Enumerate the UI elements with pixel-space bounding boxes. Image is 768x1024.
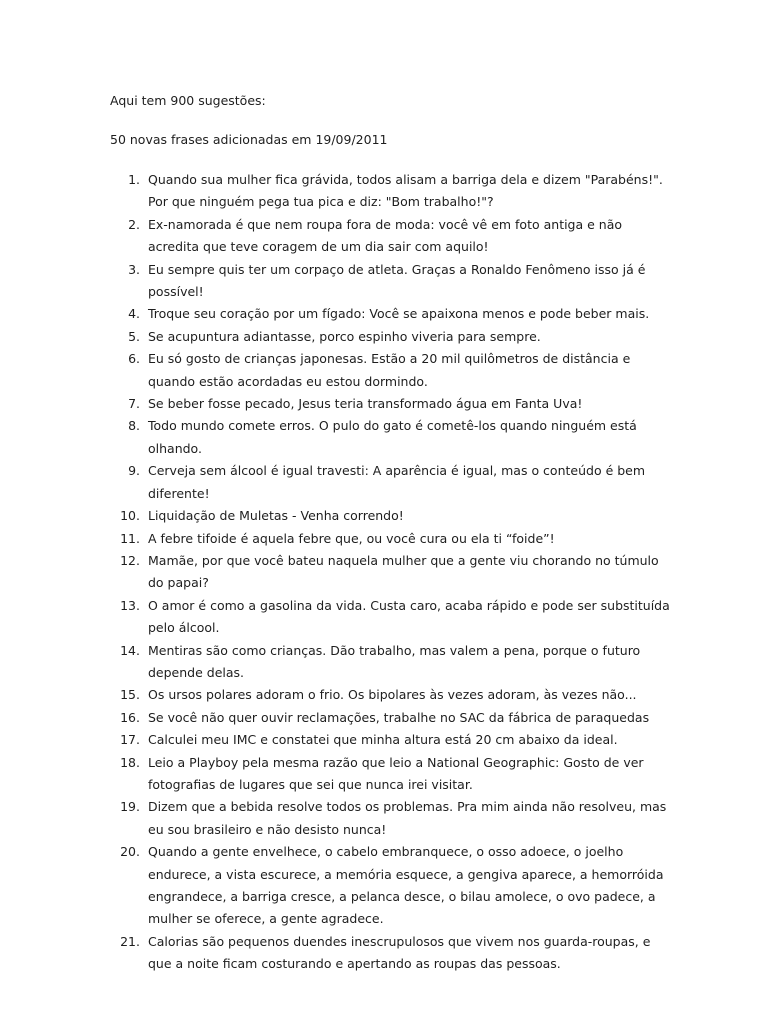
list-item-number: 1. (128, 172, 140, 187)
list-item (110, 415, 670, 460)
list-item-number: 3. (128, 261, 140, 277)
list-item-number: 21. (120, 933, 140, 949)
list-item-text: Ex-namorada é que nem roupa fora de moda: você vê em foto antiga e não acredita que teve coragem de um dia sair com aquilo! (148, 216, 623, 255)
list-item-text: Todo mundo comete erros. O pulo do gato é cometê-los quando ninguém está olhando. (148, 418, 637, 456)
list-item (110, 707, 670, 729)
list-item-text: Quando sua mulher fica grávida, todos alisam a barriga dela e dizem "Parabéns!". Por que ninguém pega tua pica e diz: "Bom trabalho!"? (148, 172, 663, 210)
list-item-number: 4. (128, 306, 140, 322)
subtitle-text: 50 novas frases adicionadas em 19/09/2011 (110, 132, 388, 147)
list-item-number: 14. (120, 642, 140, 658)
list-item-number: 20. (120, 844, 140, 860)
list-item-number: 13. (120, 597, 140, 613)
list-item (110, 326, 670, 348)
list-item (110, 348, 670, 393)
list-item-number: 2. (128, 216, 140, 232)
list-item (110, 595, 670, 640)
intro-text: Aqui tem 900 sugestões: (110, 93, 266, 108)
list-item (110, 214, 670, 259)
list-item-text: Mamãe, por que você bateu naquela mulher que a gente viu chorando no túmulo do papai? (148, 552, 659, 591)
list-item-number: 12. (120, 552, 140, 568)
list-item (110, 550, 670, 595)
list-item-number: 17. (120, 732, 140, 748)
list-item (110, 505, 670, 527)
list-item (110, 729, 670, 751)
list-item-text: Liquidação de Muletas - Venha correndo! (148, 508, 404, 524)
list-item (110, 528, 670, 550)
list-item-number: 9. (128, 463, 140, 479)
list-item-text: Troque seu coração por um fígado: Você se apaixona menos e pode beber mais. (148, 306, 650, 322)
list-item-text: Quando a gente envelhece, o cabelo embranquece, o osso adoece, o joelho endurece, a vista escurece, a memória esquece, a gengiva aparece, a hemorróida engrandece, a barriga cresce, a pelanca desce, o bilau amolece, o ovo padece, a mulher se oferece, a gente agradece. (148, 844, 664, 927)
list-item (110, 931, 670, 976)
list-item (110, 393, 670, 415)
list-item-number: 18. (120, 754, 140, 770)
list-item-number: 8. (128, 418, 140, 434)
list-item-text: Se você não quer ouvir reclamações, trabalhe no SAC da fábrica de paraquedas (148, 709, 650, 725)
list-item-number: 6. (128, 351, 140, 367)
list-item (110, 640, 670, 685)
list-item (110, 303, 670, 325)
list-item (110, 460, 670, 505)
list-item-text: Leio a Playboy pela mesma razão que leio a National Geographic: Gosto de ver fotografias de lugares que sei que nunca irei visitar. (148, 754, 644, 792)
list-item-number: 7. (128, 396, 140, 412)
list-item (110, 841, 670, 931)
list-item-text: Calculei meu IMC e constatei que minha altura está 20 cm abaixo da ideal. (148, 732, 618, 748)
list-item-number: 15. (120, 687, 140, 703)
list-item-number: 5. (128, 328, 140, 344)
phrase-list (110, 169, 670, 976)
list-item-number: 16. (120, 709, 140, 725)
list-item-text: Mentiras são como crianças. Dão trabalho, mas valem a pena, porque o futuro depende delas. (148, 642, 641, 680)
list-item-text: Se acupuntura adiantasse, porco espinho viveria para sempre. (148, 328, 541, 344)
list-item-text: O amor é como a gasolina da vida. Custa caro, acaba rápido e pode ser substituída pelo álcool. (148, 597, 670, 636)
list-item-text: Se beber fosse pecado, Jesus teria transformado água em Fanta Uva! (148, 396, 583, 412)
list-item-text: Os ursos polares adoram o frio. Os bipolares às vezes adoram, às vezes não... (148, 687, 637, 703)
list-item (110, 796, 670, 841)
list-item (110, 752, 670, 797)
list-item-text: Calorias são pequenos duendes inescrupulosos que vivem nos guarda-roupas, e que a noite ficam costurando e apertando as roupas das pessoas. (148, 933, 651, 972)
list-item-number: 10. (120, 508, 140, 524)
list-item (110, 169, 670, 214)
list-item-text: A febre tifoide é aquela febre que, ou você cura ou ela ti “foide”! (148, 530, 555, 546)
list-item-text: Dizem que a bebida resolve todos os problemas. Pra mim ainda não resolveu, mas eu sou brasileiro e não desisto nunca! (148, 799, 667, 837)
list-item (110, 259, 670, 304)
list-item-number: 11. (120, 530, 140, 546)
list-item-text: Eu só gosto de crianças japonesas. Estão a 20 mil quilômetros de distância e quando estão acordadas eu estou dormindo. (148, 351, 631, 389)
list-item-text: Eu sempre quis ter um corpaço de atleta. Graças a Ronaldo Fenômeno isso já é possível! (148, 261, 646, 300)
list-item (110, 684, 670, 706)
list-item-text: Cerveja sem álcool é igual travesti: A aparência é igual, mas o conteúdo é bem diferente! (148, 463, 646, 501)
list-item-number: 19. (120, 799, 140, 815)
